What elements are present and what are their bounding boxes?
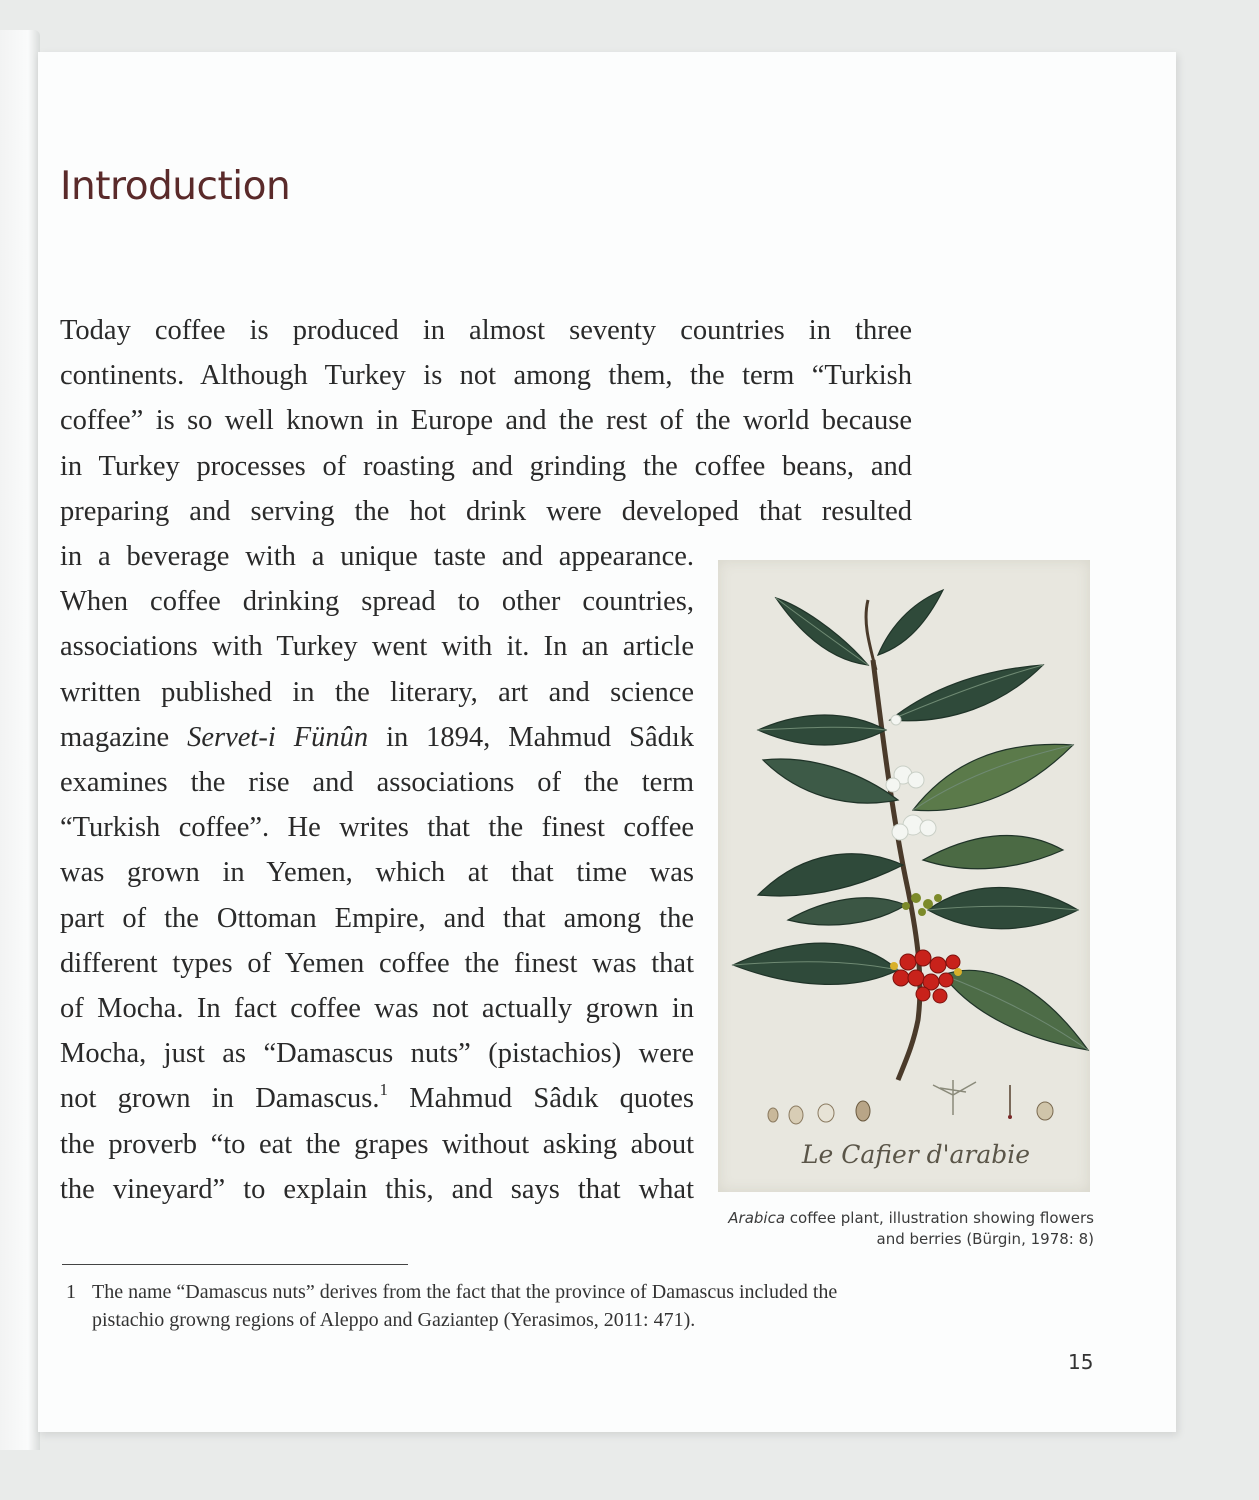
caption-line-2: and berries (Bürgin, 1978: 8): [876, 1230, 1094, 1248]
caption-species: Arabica: [728, 1209, 786, 1227]
botanical-plate-drawing: [718, 560, 1090, 1192]
leaf: [758, 715, 886, 745]
footnote: [62, 1278, 922, 1334]
text-line: Today coffee is produced in almost seventy countries in three: [60, 315, 912, 346]
leaf: [913, 744, 1073, 810]
text-line: associations with Turkey went with it. In an article: [60, 631, 694, 663]
text-line-magazine: magazine Servet-i Fünûn in 1894, Mahmud Sâdık: [60, 721, 695, 753]
text-line: the proverb “to eat the grapes without asking about: [60, 1128, 694, 1160]
red-berries: [893, 950, 960, 1003]
text-line: examines the rise and associations of the term: [60, 767, 694, 799]
leaf: [890, 665, 1043, 721]
text-line: Mocha, just as “Damascus nuts” (pistachios) were: [60, 1038, 694, 1070]
text-line: written published in the literary, art and science: [60, 676, 694, 708]
footnote-line-1: The name “Damascus nuts” derives from the fact that the province of Damascus included the: [92, 1281, 838, 1303]
leaf: [943, 970, 1088, 1050]
text-line: in Turkey processes of roasting and grinding the coffee beans, and: [60, 450, 912, 482]
leaf: [758, 854, 903, 896]
leaf: [763, 759, 898, 803]
coffee-plant-illustration: [718, 560, 1090, 1192]
intro-paragraph-narrow: [60, 534, 694, 1212]
text-line: in a beverage with a unique taste and appearance.: [60, 541, 694, 572]
caption-line-1: Arabica coffee plant, illustration showing flowers: [728, 1209, 1094, 1227]
text-line: the vineyard” to explain this, and says that what: [60, 1173, 694, 1205]
plate-inscription: Le Cafier d'arabie: [801, 1140, 1031, 1169]
leaf: [788, 898, 906, 925]
text-line: coffee” is so well known in Europe and the rest of the world because: [60, 405, 912, 437]
book-page: [38, 52, 1176, 1432]
text-line: was grown in Yemen, which at that time was: [60, 857, 694, 889]
page-title: Introduction: [60, 164, 291, 209]
text-line: of Mocha. In fact coffee was not actually grown in: [60, 993, 694, 1025]
figure-caption: [638, 1208, 1094, 1250]
leaf: [923, 836, 1063, 869]
leaf: [878, 590, 943, 655]
text-line-footnote-ref: not grown in Damascus.$^1$ Mahmud Sâdık quotes: [60, 1080, 694, 1115]
footnote-number: 1: [66, 1281, 76, 1303]
seed-details: [768, 1080, 1053, 1124]
page-number: 15: [1068, 1350, 1094, 1374]
intro-paragraph-full-width: [60, 308, 912, 534]
text-line: “Turkish coffee”. He writes that the finest coffee: [60, 812, 694, 844]
text-line: part of the Ottoman Empire, and that among the: [60, 902, 694, 934]
footnote-reference: 1: [379, 1080, 388, 1100]
text-line: continents. Although Turkey is not among them, the term “Turkish: [60, 360, 912, 392]
magazine-title: Servet-i Fünûn: [187, 721, 369, 753]
text-line: When coffee drinking spread to other countries,: [60, 586, 694, 618]
footnote-line-2: pistachio growng regions of Aleppo and Gaziantep (Yerasimos, 2011: 471).: [92, 1309, 696, 1331]
text-line: preparing and serving the hot drink were developed that resulted: [60, 495, 912, 527]
left-page-edge: [0, 30, 40, 1450]
text-line: different types of Yemen coffee the finest was that: [60, 947, 694, 979]
footnote-rule: [62, 1264, 408, 1265]
